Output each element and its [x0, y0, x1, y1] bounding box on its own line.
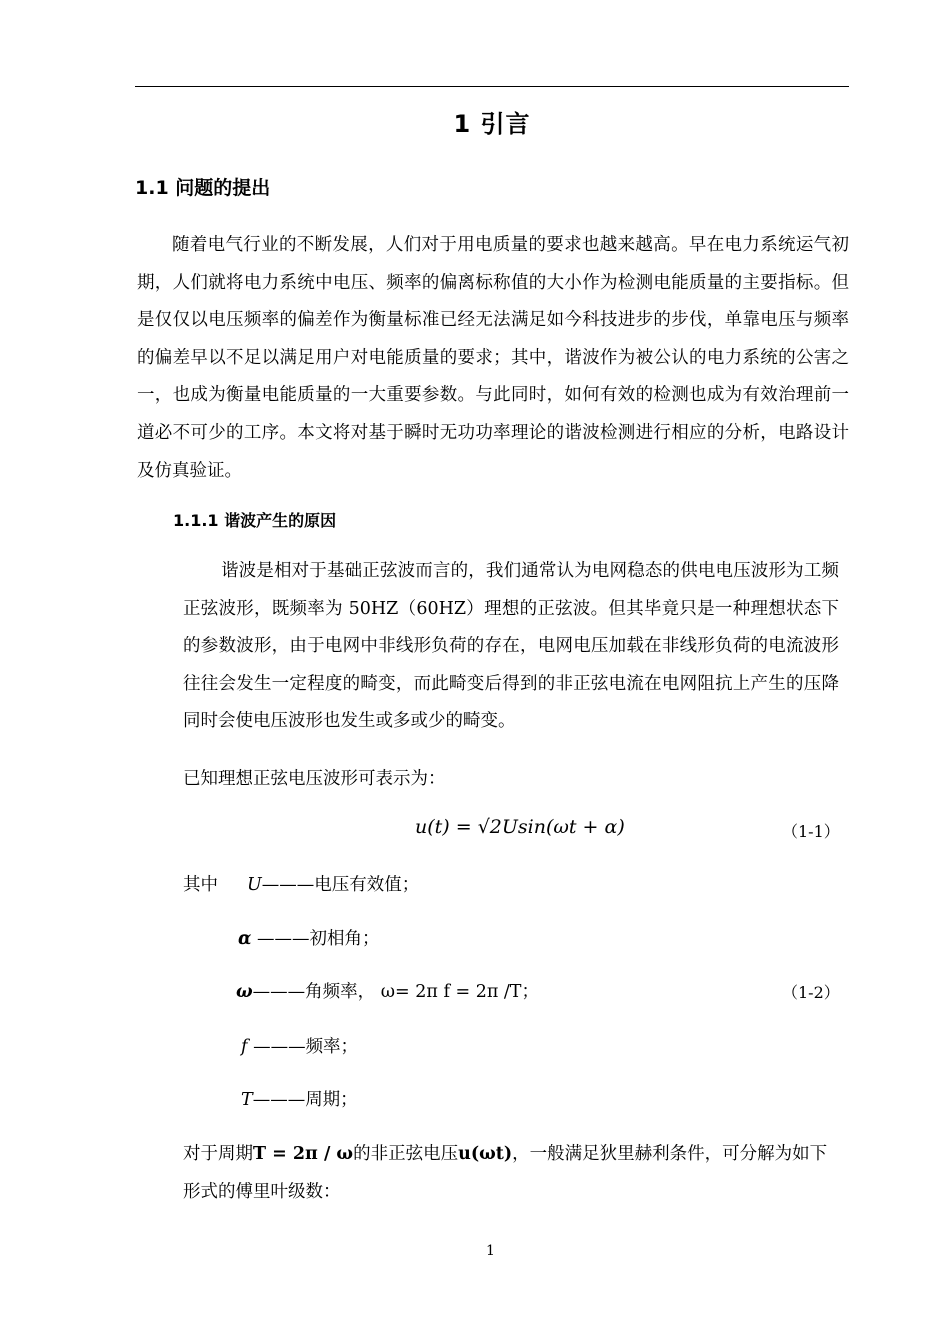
closing-formula-period: T = 2π / ω [253, 1144, 354, 1164]
chapter-title: 1 引言 [453, 110, 531, 138]
equation-1-1-number: （1-1） [782, 822, 840, 841]
equation-1-2-number: （1-2） [782, 983, 840, 1002]
symbol-omega: ω [236, 982, 253, 1002]
closing-line-1 [183, 1140, 827, 1165]
where-u [247, 871, 419, 896]
closing-text-c: ，一般满足狄里赫利条件，可分解为如下 [512, 1144, 828, 1164]
symbol-alpha: α [238, 929, 252, 949]
omega-formula: ω= 2π f = 2π /T； [380, 982, 539, 1002]
where-alpha [238, 925, 380, 950]
where-f [241, 1033, 358, 1058]
symbol-u: U [247, 875, 262, 895]
where-omega [236, 978, 539, 1003]
where-alpha-text: ———初相角； [257, 929, 380, 949]
where-omega-text: ———角频率， [252, 982, 376, 1002]
subsection-title: 1.1.1 谐波产生的原因 [173, 511, 337, 530]
paragraph-harmonics: 谐波是相对于基础正弦波而言的，我们通常认为电网稳态的供电电压波形为工频正弦波形，既频率为 50HZ（60HZ）理想的正弦波。但其毕竟只是一种理想状态下的参数波形，由于电网中非线形负荷的存在，电网电压加载在非线形负荷的电流波形往往会发生一定程度的畸变，而此畸变后得到的非正弦电流在电网阻抗上产生的压降同时会使电压波形也发生或多或少的畸变。 [183, 561, 839, 732]
where-t [241, 1086, 358, 1111]
where-prefix: 其中 [183, 875, 218, 895]
equation-intro-line: 已知理想正弦电压波形可表示为： [183, 769, 446, 789]
closing-text-b: 的非正弦电压 [353, 1144, 459, 1164]
header-rule [135, 86, 849, 87]
paragraph-intro: 随着电气行业的不断发展，人们对于用电质量的要求也越来越高。早在电力系统运气初期，人们就将电力系统中电压、频率的偏离标称值的大小作为检测电能质量的主要指标。但是仅仅以电压频率的偏差作为衡量标准已经无法满足如今科技进步的步伐，单靠电压与频率的偏差早以不足以满足用户对电能质量的要求；其中，谐波作为被公认的电力系统的公害之一，也成为衡量电能质量的一大重要参数。与此同时，如何有效的检测也成为有效治理前一道必不可少的工序。本文将对基于瞬时无功功率理论的谐波检测进行相应的分析，电路设计及仿真验证。 [137, 235, 849, 481]
closing-text-a: 对于周期 [183, 1144, 253, 1164]
closing-formula-voltage: u(ωt) [458, 1144, 513, 1164]
symbol-t: T [241, 1090, 253, 1110]
where-t-text: ———周期； [252, 1090, 358, 1110]
equation-1-1: u(t) = √2Usin(ωt + α) [415, 816, 625, 838]
symbol-f: f [241, 1037, 248, 1057]
closing-line-2: 形式的傅里叶级数： [183, 1182, 341, 1202]
where-u-text: ———电压有效值； [261, 875, 420, 895]
section-title: 1.1 问题的提出 [135, 177, 271, 199]
page-number: 1 [486, 1243, 495, 1259]
where-f-text: ———频率； [253, 1037, 359, 1057]
